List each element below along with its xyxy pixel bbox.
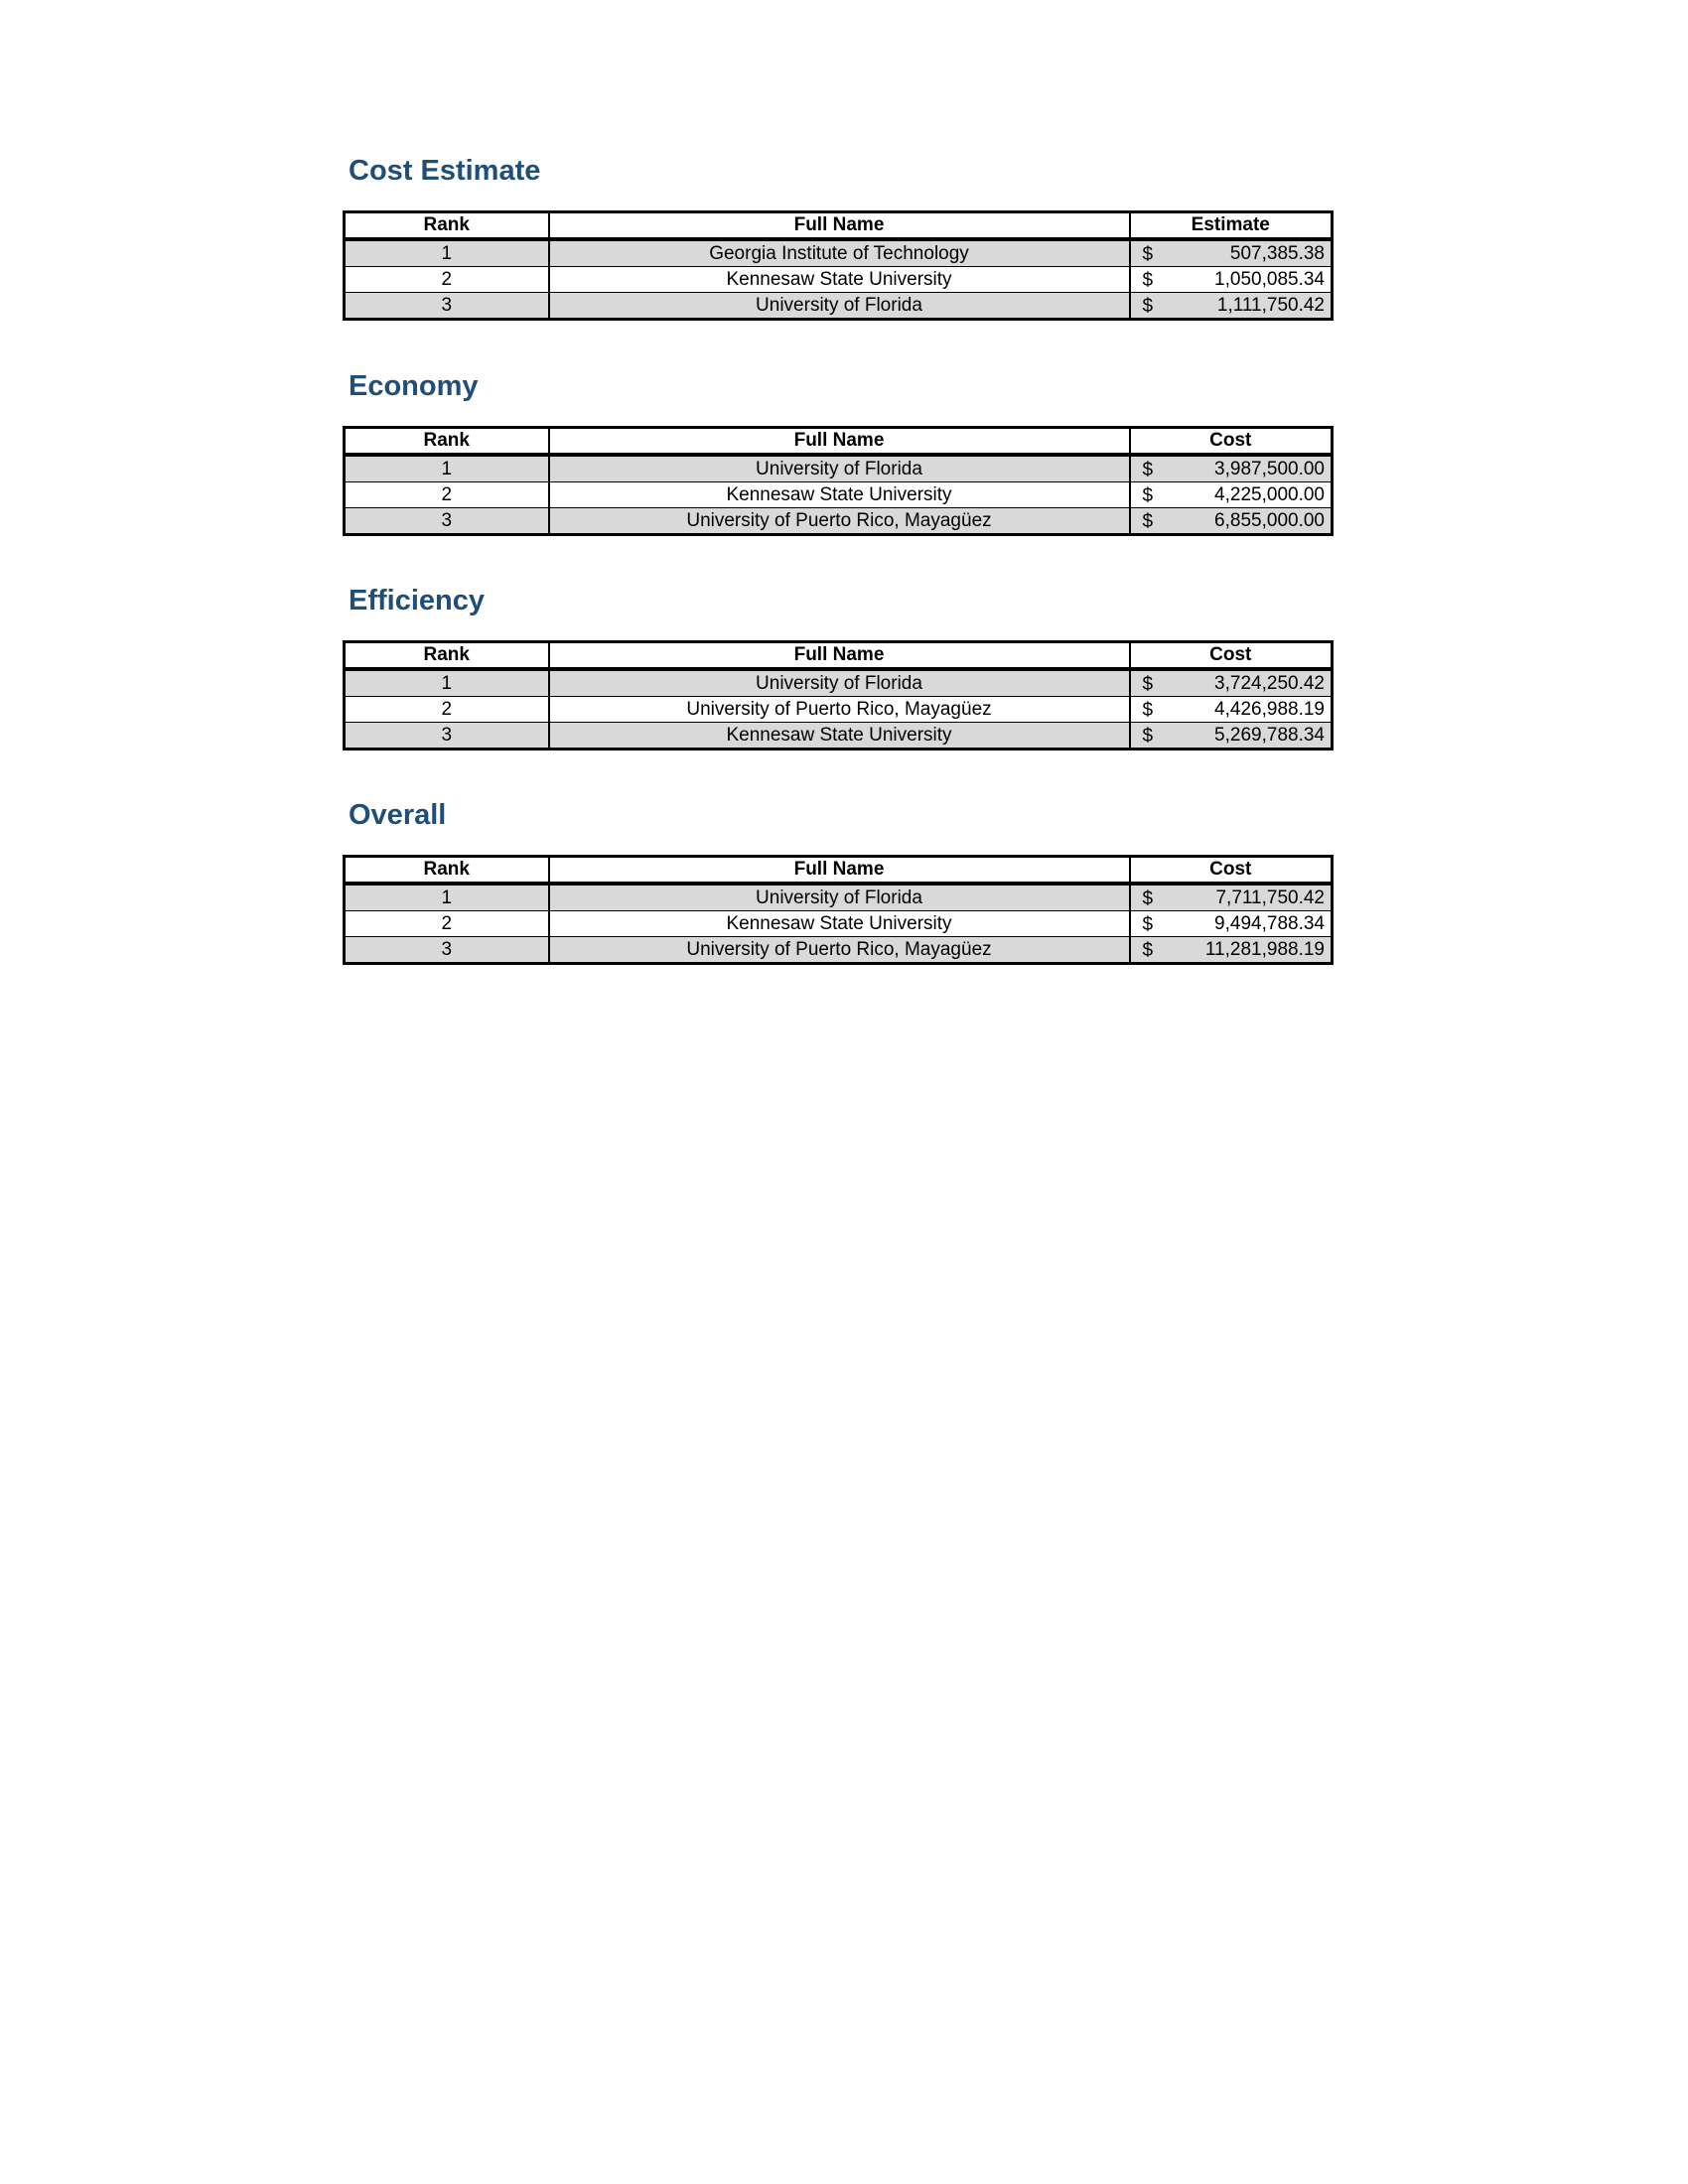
name-column-header: Full Name xyxy=(549,428,1130,456)
section-title: Overall xyxy=(349,799,447,831)
table-row xyxy=(345,293,1333,320)
name-cell: University of Florida xyxy=(549,669,1130,697)
amount-cell xyxy=(1130,937,1333,964)
overall-table xyxy=(343,855,1334,965)
name-cell: University of Puerto Rico, Mayagüez xyxy=(549,937,1130,964)
amount-cell xyxy=(1130,293,1333,320)
name-cell: University of Puerto Rico, Mayagüez xyxy=(549,697,1130,723)
table-header-row xyxy=(345,428,1333,456)
table-row xyxy=(345,239,1333,267)
amount-cell xyxy=(1130,455,1333,482)
amount-cell xyxy=(1130,911,1333,937)
table-header-row xyxy=(345,642,1333,670)
currency-symbol: $ xyxy=(1142,244,1154,265)
name-cell: Kennesaw State University xyxy=(549,723,1130,750)
economy-table xyxy=(343,426,1334,536)
amount-value: 1,050,085.34 xyxy=(1214,268,1325,290)
amount-value: 11,281,988.19 xyxy=(1204,938,1325,960)
amount-cell xyxy=(1130,669,1333,697)
amount-value: 507,385.38 xyxy=(1229,242,1325,264)
amount-cell xyxy=(1130,482,1333,508)
table-row xyxy=(345,697,1333,723)
amount-value: 5,269,788.34 xyxy=(1214,724,1325,746)
table-row xyxy=(345,508,1333,535)
currency-symbol: $ xyxy=(1142,726,1154,747)
currency-symbol: $ xyxy=(1142,914,1154,935)
cost-estimate-table xyxy=(343,210,1334,321)
rank-cell: 2 xyxy=(345,267,549,293)
name-cell: Georgia Institute of Technology xyxy=(549,239,1130,267)
table-header-row xyxy=(345,212,1333,240)
currency-symbol: $ xyxy=(1142,511,1154,532)
rank-cell: 3 xyxy=(345,508,549,535)
rank-column-header: Rank xyxy=(345,642,549,670)
currency-symbol: $ xyxy=(1142,460,1154,480)
currency-symbol: $ xyxy=(1142,674,1154,695)
section-overall xyxy=(343,795,1331,961)
amount-cell xyxy=(1130,697,1333,723)
name-cell: University of Florida xyxy=(549,455,1130,482)
amount-column-header: Cost xyxy=(1130,428,1333,456)
currency-symbol: $ xyxy=(1142,940,1154,961)
rank-column-header: Rank xyxy=(345,212,549,240)
rank-cell: 2 xyxy=(345,697,549,723)
table-row xyxy=(345,723,1333,750)
rank-cell: 3 xyxy=(345,937,549,964)
amount-cell xyxy=(1130,723,1333,750)
amount-column-header: Cost xyxy=(1130,642,1333,670)
name-column-header: Full Name xyxy=(549,857,1130,885)
rank-cell: 3 xyxy=(345,723,549,750)
table-row xyxy=(345,937,1333,964)
name-column-header: Full Name xyxy=(549,642,1130,670)
rank-cell: 2 xyxy=(345,482,549,508)
amount-column-header: Cost xyxy=(1130,857,1333,885)
name-cell: University of Florida xyxy=(549,293,1130,320)
rank-cell: 1 xyxy=(345,455,549,482)
table-row xyxy=(345,911,1333,937)
currency-symbol: $ xyxy=(1142,888,1154,909)
amount-cell xyxy=(1130,508,1333,535)
rank-cell: 1 xyxy=(345,239,549,267)
section-title: Efficiency xyxy=(349,585,485,616)
rank-column-header: Rank xyxy=(345,428,549,456)
table-row xyxy=(345,267,1333,293)
amount-value: 1,111,750.42 xyxy=(1216,294,1325,316)
name-cell: Kennesaw State University xyxy=(549,267,1130,293)
rank-column-header: Rank xyxy=(345,857,549,885)
rank-cell: 2 xyxy=(345,911,549,937)
rank-cell: 1 xyxy=(345,669,549,697)
rank-cell: 1 xyxy=(345,884,549,911)
amount-cell xyxy=(1130,884,1333,911)
table-row xyxy=(345,669,1333,697)
name-cell: Kennesaw State University xyxy=(549,482,1130,508)
currency-symbol: $ xyxy=(1142,485,1154,506)
currency-symbol: $ xyxy=(1142,700,1154,721)
amount-value: 3,987,500.00 xyxy=(1214,458,1325,479)
amount-column-header: Estimate xyxy=(1130,212,1333,240)
name-cell: University of Florida xyxy=(549,884,1130,911)
table-row xyxy=(345,482,1333,508)
currency-symbol: $ xyxy=(1142,270,1154,291)
amount-value: 4,225,000.00 xyxy=(1214,483,1325,505)
table-row xyxy=(345,455,1333,482)
amount-cell xyxy=(1130,267,1333,293)
name-column-header: Full Name xyxy=(549,212,1130,240)
section-efficiency xyxy=(343,581,1331,747)
amount-value: 3,724,250.42 xyxy=(1214,672,1325,694)
table-row xyxy=(345,884,1333,911)
amount-value: 4,426,988.19 xyxy=(1214,698,1325,720)
section-title: Economy xyxy=(349,370,479,402)
efficiency-table xyxy=(343,640,1334,751)
table-header-row xyxy=(345,857,1333,885)
amount-value: 6,855,000.00 xyxy=(1214,509,1325,531)
currency-symbol: $ xyxy=(1142,296,1154,317)
rank-cell: 3 xyxy=(345,293,549,320)
section-cost-estimate xyxy=(343,151,1331,317)
section-economy xyxy=(343,366,1331,532)
amount-cell xyxy=(1130,239,1333,267)
name-cell: Kennesaw State University xyxy=(549,911,1130,937)
amount-value: 7,711,750.42 xyxy=(1215,887,1325,908)
name-cell: University of Puerto Rico, Mayagüez xyxy=(549,508,1130,535)
amount-value: 9,494,788.34 xyxy=(1214,912,1325,934)
section-title: Cost Estimate xyxy=(349,155,541,187)
